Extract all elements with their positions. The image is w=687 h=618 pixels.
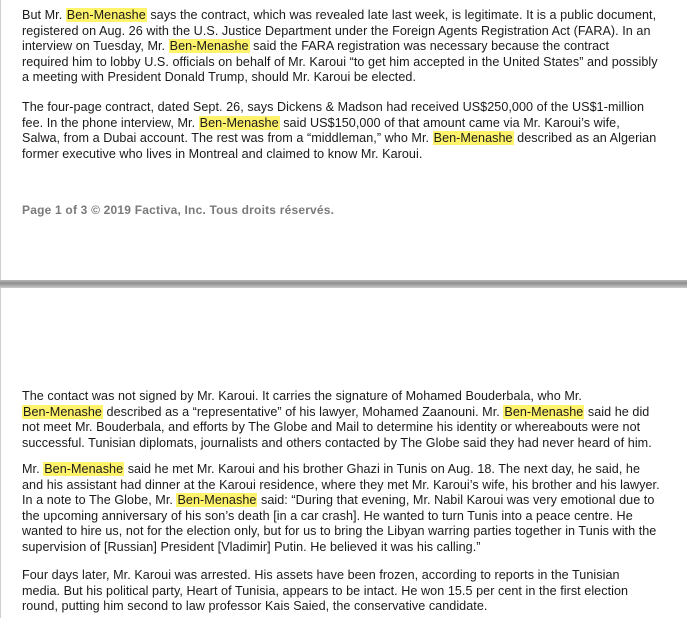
text-line: But Mr. Ben-Menashe says the contract, which was revealed late last week, is legitimate. It is a public document,	[22, 8, 657, 22]
text-line: successful. Tunisian diplomats, journalists and others contacted by The Globe said they had never heard of him.	[22, 435, 652, 450]
text-line: and his assistant had dinner at the Karoui residence, where they met Mr. Karoui’s wife, his brother and his lawyer.	[22, 477, 660, 492]
page-divider	[0, 280, 687, 288]
highlighted-name: Ben-Menashe	[504, 404, 584, 419]
paragraph	[22, 462, 672, 556]
text-line: required him to lobby U.S. officials on behalf of Mr. Karoui “to get him accepted in the United States” and possibly	[22, 54, 658, 69]
highlighted-name: Ben-Menashe	[44, 462, 124, 476]
text-line: Salwa, from a Dubai account. The rest was from a “middleman,” who Mr. Ben-Menashe described as an Algerian	[22, 131, 657, 146]
text-line: The contact was not signed by Mr. Karoui. It carries the signature of Mohamed Bouderbala, who Mr.	[22, 389, 582, 403]
paragraph	[22, 568, 672, 615]
text-line: a meeting with President Donald Trump, should Mr. Karoui be elected.	[22, 70, 417, 85]
page-footer: Page 1 of 3 © 2019 Factiva, Inc. Tous droits réservés.	[22, 203, 335, 217]
text-line: The four-page contract, dated Sept. 26, says Dickens & Madson had received US$250,000 of the US$1-million	[22, 100, 644, 114]
document-page-2	[0, 288, 687, 618]
document-page-1	[0, 0, 687, 280]
text-line: media. But his political party, Heart of Tunisia, appears to be intact. He won 15.5 per cent in the first election	[22, 583, 629, 598]
highlighted-name: Ben-Menashe	[66, 8, 146, 22]
text-line: interview on Tuesday, Mr. Ben-Menashe said the FARA registration was necessary because the contract	[22, 39, 610, 54]
text-line: wanted to hire us, not for the election only, but for us to bring the Libyan warring parties together in Tunis with the	[22, 524, 657, 539]
text-line: registered on Aug. 26 with the U.S. Justice Department under the Foreign Agents Registration Act (FARA). In an	[22, 23, 651, 38]
highlighted-name: Ben-Menashe	[169, 39, 249, 54]
highlighted-name: Ben-Menashe	[23, 404, 102, 419]
paragraph	[22, 100, 672, 162]
text-line: fee. In the phone interview, Mr. Ben-Menashe said US$150,000 of that amount came via Mr. Karoui’s wife,	[22, 115, 620, 130]
text-line: the upcoming anniversary of his son’s death [in a car crash]. He wanted to turn Tunis into a peace centre. He	[22, 508, 633, 523]
highlighted-name: Ben-Menashe	[433, 131, 513, 146]
text-line: not meet Mr. Bouderbala, and efforts by The Globe and Mail to determine his identity or whereabouts were not	[22, 420, 641, 435]
highlighted-name: Ben-Menashe	[199, 115, 279, 130]
text-line: Ben-Menashe described as a “representative” of his lawyer, Mohamed Zaanouni. Mr. Ben-Menashe said he did	[23, 404, 650, 419]
text-line: Mr. Ben-Menashe said he met Mr. Karoui and his brother Ghazi in Tunis on Aug. 18. The next day, he said, he	[22, 462, 641, 476]
highlighted-name: Ben-Menashe	[177, 493, 257, 508]
text-line: supervision of [Russian] President [Vladimir] Putin. He believed it was his calling.”	[22, 539, 481, 554]
paragraph	[22, 389, 672, 451]
paragraph	[22, 8, 672, 86]
text-line: round, putting him second to law professor Kais Saied, the conservative candidate.	[22, 599, 488, 614]
text-line: In a note to The Globe, Mr. Ben-Menashe said: “During that evening, Mr. Nabil Karoui was very emotional due to	[22, 493, 655, 508]
text-line: Four days later, Mr. Karoui was arrested. His assets have been frozen, according to reports in the Tunisian	[22, 568, 620, 582]
text-line: former executive who lives in Montreal and claimed to know Mr. Karoui.	[22, 146, 423, 161]
